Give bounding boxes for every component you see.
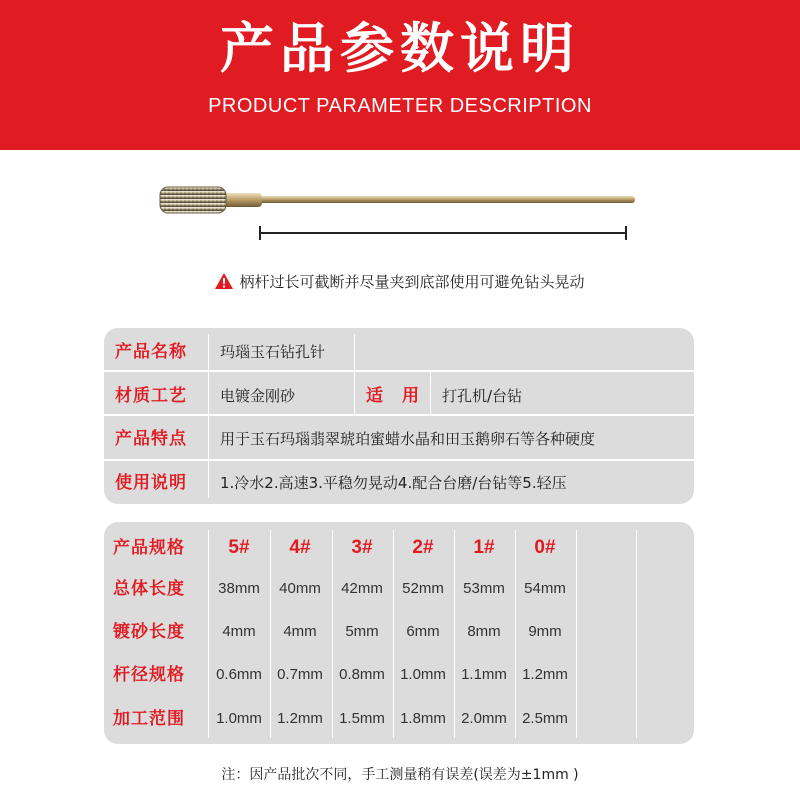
material-label: 材质工艺 [115,386,187,406]
page-title: 产品参数说明 [220,17,580,80]
spec-cell: 1.2mm [277,710,323,727]
drill-bit-image [150,175,640,250]
warning-triangle-icon [215,273,233,289]
spec-cell: 42mm [341,580,383,597]
spec-cell: 0.7mm [277,666,323,683]
measurement-note: 注：因产品批次不同，手工测量稍有误差(误差为±1mm ) [221,767,579,783]
spec-cell: 8mm [467,623,501,640]
spec-cell: 2.5mm [522,710,568,727]
spec-cell: 1.8mm [400,710,446,727]
spec-size-header: 1# [473,537,495,558]
spec-cell: 1.1mm [461,666,507,683]
page-subtitle: PRODUCT PARAMETER DESCRIPTION [208,95,592,117]
product-name-value: 玛瑙玉石钻孔针 [220,343,326,361]
spec-size-header: 4# [289,537,311,558]
spec-cell: 40mm [279,580,321,597]
spec-cell: 1.0mm [216,710,262,727]
drill-head [160,187,226,213]
header-banner [0,0,800,150]
spec-cell: 5mm [345,623,379,640]
drill-neck [222,193,262,207]
spec-row-label: 产品规格 [113,538,185,558]
spec-cell: 52mm [402,580,444,597]
instructions-value: 1.冷水2.高速3.平稳勿晃动4.配合台磨/台钻等5.轻压 [220,474,567,492]
spec-cell: 0.6mm [216,666,262,683]
material-value: 电镀金刚砂 [220,387,296,405]
spec-cell: 38mm [218,580,260,597]
spec-cell: 4mm [222,623,256,640]
features-label: 产品特点 [115,429,187,449]
spec-size-header: 0# [534,537,556,558]
usage-target-label: 适 用 [366,386,420,406]
usage-target-value: 打孔机/台钻 [442,387,523,405]
spec-cell: 1.5mm [339,710,385,727]
spec-row-label: 镀砂长度 [113,622,185,642]
spec-size-header: 3# [351,537,373,558]
spec-row-label: 加工范围 [113,709,185,729]
spec-cell: 9mm [528,623,562,640]
spec-row-label: 总体长度 [113,579,185,599]
warning-note [0,270,800,294]
spec-cell: 4mm [283,623,317,640]
spec-cell: 1.2mm [522,666,568,683]
spec-size-header: 2# [412,537,434,558]
product-name-label: 产品名称 [115,342,187,362]
drill-shaft [255,196,635,203]
spec-cell: 53mm [463,580,505,597]
spec-cell: 2.0mm [461,710,507,727]
spec-cell: 0.8mm [339,666,385,683]
warning-text: 柄杆过长可截断并尽量夹到底部使用可避免钻头晃动 [239,273,585,291]
spec-size-header: 5# [228,537,250,558]
spec-cell: 54mm [524,580,566,597]
features-value: 用于玉石玛瑙翡翠琥珀蜜蜡水晶和田玉鹅卵石等各种硬度 [220,430,596,448]
spec-cell: 1.0mm [400,666,446,683]
spec-row-label: 杆径规格 [113,665,185,685]
spec-cell: 6mm [406,623,440,640]
instructions-label: 使用说明 [115,473,187,493]
